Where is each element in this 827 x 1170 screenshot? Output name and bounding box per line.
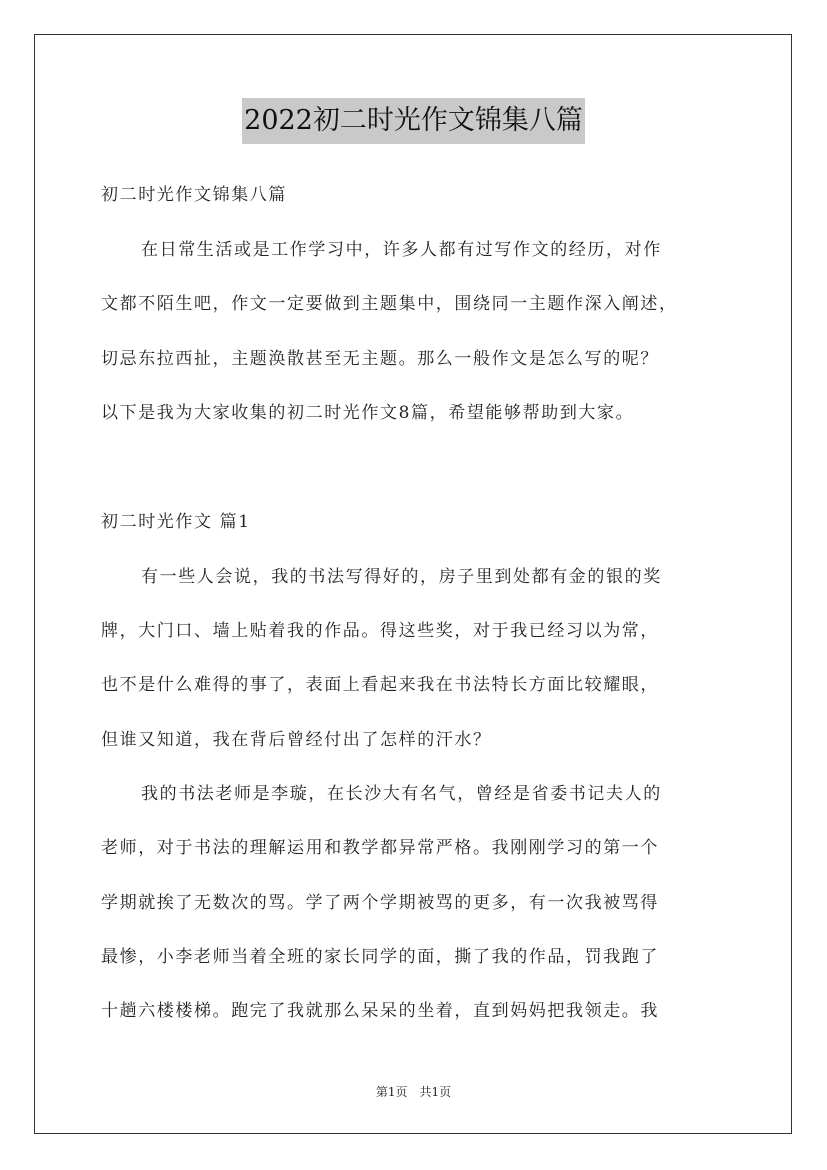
page-footer [0, 1083, 827, 1100]
document-subtitle: 初二时光作文锦集八篇 [101, 185, 287, 205]
intro-line: 文都不陌生吧，作文一定要做到主题集中，围绕同一主题作深入阐述， [101, 294, 678, 314]
intro-line: 在日常生活或是工作学习中，许多人都有过写作文的经历，对作 [141, 240, 662, 260]
intro-line: 以下是我为大家收集的初二时光作文8篇，希望能够帮助到大家。 [101, 403, 635, 423]
paragraph-line: 老师，对于书法的理解运用和教学都异常严格。我刚刚学习的第一个 [101, 838, 659, 858]
paragraph-line: 有一些人会说，我的书法写得好的，房子里到处都有金的银的奖 [141, 567, 662, 587]
paragraph-line: 学期就挨了无数次的骂。学了两个学期被骂的更多，有一次我被骂得 [101, 893, 659, 913]
section-heading: 初二时光作文 篇1 [101, 512, 251, 532]
paragraph-line: 也不是什么难得的事了，表面上看起来我在书法特长方面比较耀眼， [101, 675, 659, 695]
document-title: 2022初二时光作文锦集八篇 [242, 98, 585, 144]
paragraph-line: 我的书法老师是李璇，在长沙大有名气，曾经是省委书记夫人的 [141, 784, 662, 804]
title-container [0, 98, 827, 144]
intro-line: 切忌东拉西扯，主题涣散甚至无主题。那么一般作文是怎么写的呢？ [101, 349, 659, 369]
page-total: 共1页 [419, 1085, 452, 1099]
page-number: 第1页 [375, 1085, 408, 1099]
paragraph-line: 最惨，小李老师当着全班的家长同学的面，撕了我的作品，罚我跑了 [101, 947, 659, 967]
paragraph-line: 但谁又知道，我在背后曾经付出了怎样的汗水？ [101, 730, 492, 750]
paragraph-line: 十趟六楼楼梯。跑完了我就那么呆呆的坐着，直到妈妈把我领走。我 [101, 1001, 659, 1021]
paragraph-line: 牌，大门口、墙上贴着我的作品。得这些奖，对于我已经习以为常， [101, 621, 659, 641]
